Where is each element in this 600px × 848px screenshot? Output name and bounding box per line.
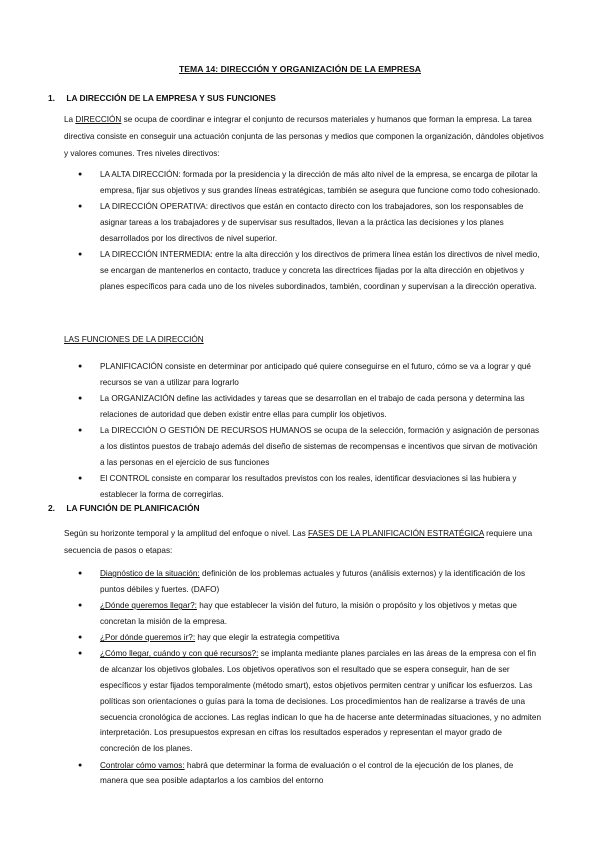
list-item xyxy=(64,566,542,598)
section-2-number: 2. xyxy=(48,503,55,513)
section-1-heading xyxy=(48,93,276,103)
intro2-text-pre: Según su horizonte temporal y la amplitud del enfoque o nivel. Las xyxy=(64,529,308,538)
phase-term: ¿Cómo llegar, cuándo y con qué recursos?: xyxy=(100,649,259,659)
intro2-text-post: requiere una secuencia de pasos o etapas: xyxy=(64,529,533,555)
directive-levels-list xyxy=(64,167,542,295)
phase-term: Diagnóstico de la situación: xyxy=(100,569,200,578)
phase-text: hay que elegir la estrategia competitiva xyxy=(195,633,340,643)
intro-term-direccion: DIRECCIÓN xyxy=(75,115,122,124)
phase-term: Controlar cómo vamos: xyxy=(100,760,185,770)
intro2-term-fases: FASES DE LA PLANIFICACIÓN ESTRATÉGICA xyxy=(307,529,484,538)
phases-list xyxy=(64,566,542,790)
list-item xyxy=(64,630,542,646)
list-item: ● El CONTROL consiste en comparar los resultados previstos con los reales, identificar desviaciones si las hubiera y establecer la forma de corregirlas. xyxy=(64,471,542,503)
list-item: ● LA ALTA DIRECCIÓN: formada por la presidencia y la dirección de más alto nivel de la empresa, se encarga de pilotar la empresa, fijar sus objetivos y sus grandes líneas estratégicas, también se asegura que funcione como todo cohesionado. xyxy=(64,167,542,199)
phase-term: ¿Por dónde queremos ir?: xyxy=(100,633,196,643)
functions-subheading: LAS FUNCIONES DE LA DIRECCIÓN xyxy=(64,335,204,344)
list-item: ● PLANIFICACIÓN consiste en determinar por anticipado qué quiere conseguirse en el futuro, cómo se va a lograr y qué recursos se van a utilizar para lograrlo xyxy=(64,359,542,391)
phase-text: se implanta mediante planes parciales en las áreas de la empresa con el fin de alcanzar los objetivos globales. Los objetivos operativos son el resultado que se espera conseguir, han de ser específicos y estar fijados temporalmente (método smart), estos objetivos permiten centrar y unificar los esfuerzos. Las políticas son orientaciones o guías para la toma de decisiones. Los procedimientos han de realizarse a través de una secuencia cronológica de acciones. Las reglas indican lo que ha de hacerse ante determinadas situaciones, y no admiten interpretación. Los presupuestos expresan en cifras los resultados esperados y representan el mayor grado de concreción de los planes. xyxy=(100,649,542,754)
list-item: ● La DIRECCIÓN O GESTIÓN DE RECURSOS HUMANOS se ocupa de la selección, formación y asignación de personas a los distintos puestos de trabajo además del diseño de sistemas de recompensas e incentivos que sirvan de motivación a las personas en el ejercicio de sus funciones xyxy=(64,423,542,470)
list-item: ● LA DIRECCIÓN OPERATIVA: directivos que están en contacto directo con los trabajadores, son los responsables de asignar tareas a los trabajadores y de supervisar sus resultados, llevan a la práctica las decisiones y los planes desarrollados por los directivos de nivel superior. xyxy=(64,199,542,246)
phase-text: hay que establecer la visión del futuro, la misión o propósito y los objetivos y metas que concretan la misión de la empresa. xyxy=(100,601,517,626)
intro-text-pre: La xyxy=(64,115,76,124)
section-1-intro xyxy=(64,111,544,162)
functions-list xyxy=(64,359,542,503)
section-1-number: 1. xyxy=(48,93,55,103)
section-1-title: LA DIRECCIÓN DE LA EMPRESA Y SUS FUNCIONES xyxy=(66,93,276,103)
list-item: ● LA DIRECCIÓN INTERMEDIA: entre la alta dirección y los directivos de primera línea están los directivos de nivel medio, se encargan de mantenerlos en contacto, traduce y concreta las directrices fijadas por la alta dirección en objetivos y planes específicos para cada uno de los niveles subordinados, también, coordinan y supervisan a la dirección operativa. xyxy=(64,247,542,294)
list-item xyxy=(64,758,542,790)
phase-text: habrá que determinar la forma de evaluación o el control de la ejecución de los planes, de manera que sea posible adaptarlos a los cambios del entorno xyxy=(100,760,514,786)
phase-term: ¿Dónde queremos llegar?: xyxy=(100,601,197,611)
list-item xyxy=(64,646,542,757)
section-2-title: LA FUNCIÓN DE PLANIFICACIÓN xyxy=(66,503,200,513)
section-2-intro xyxy=(64,525,544,559)
document-title: TEMA 14: DIRECCIÓN Y ORGANIZACIÓN DE LA EMPRESA xyxy=(178,64,422,74)
phase-text: definición de los problemas actuales y futuros (análisis externos) y la identificación de los puntos débiles y fuertes. (DAFO) xyxy=(100,569,526,594)
list-item xyxy=(64,598,542,630)
intro-text-post: se ocupa de coordinar e integrar el conjunto de recursos materiales y humanos que forman la empresa. La tarea directiva consiste en conseguir una actuación conjunta de las personas y medios que componen la organización, dándoles objetivos y valores comunes. Tres niveles directivos: xyxy=(64,115,544,158)
section-2-heading xyxy=(48,503,200,513)
list-item: ● La ORGANIZACIÓN define las actividades y tareas que se desarrollan en el trabajo de cada persona y determina las relaciones de autoridad que deben existir entre ellas para cumplir los objetivos. xyxy=(64,391,542,423)
